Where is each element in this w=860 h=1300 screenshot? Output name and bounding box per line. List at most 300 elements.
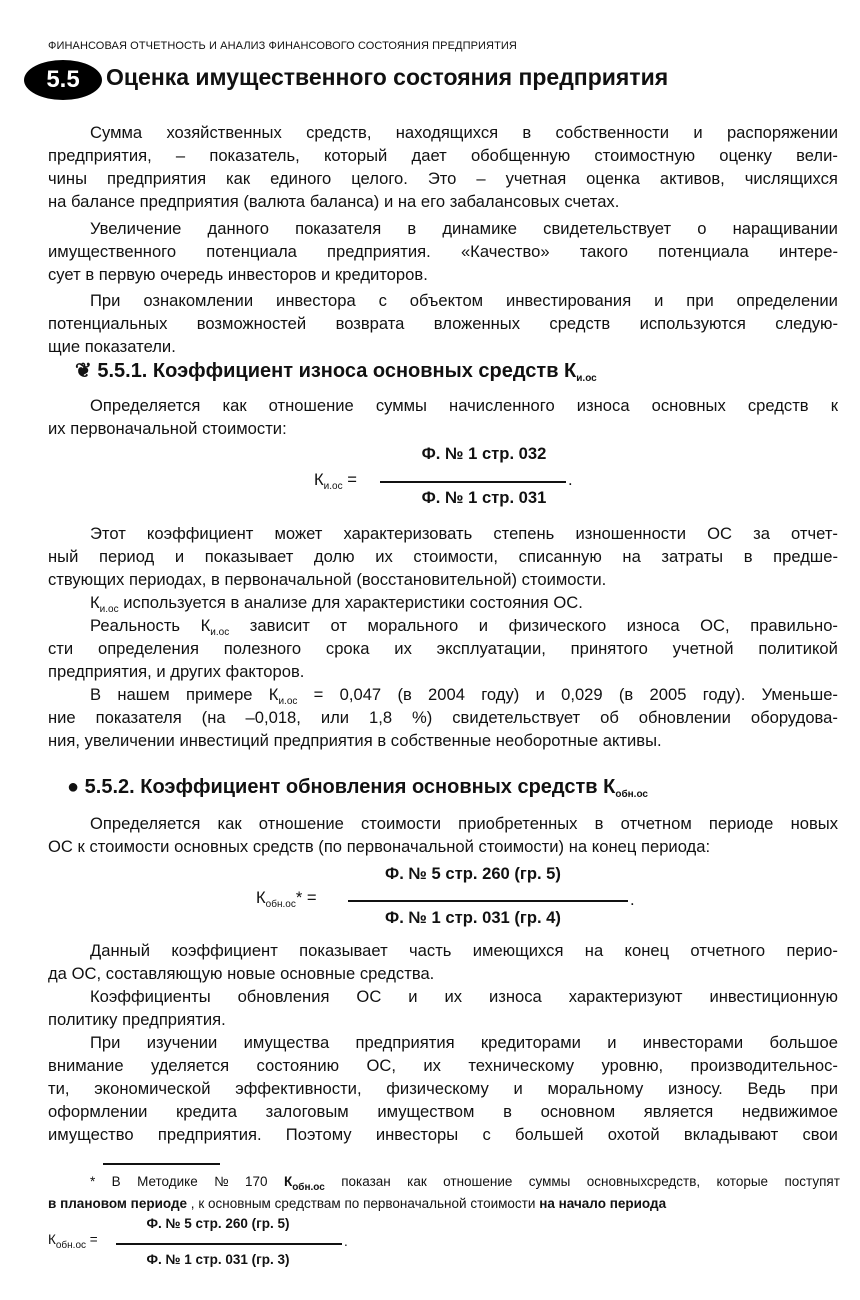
- word: инвесторами: [642, 1033, 744, 1052]
- word: период: [98, 547, 155, 566]
- subscript: и.ос: [210, 627, 230, 638]
- text-line: [48, 522, 838, 545]
- word: определения: [97, 639, 199, 658]
- word: распоряжении: [726, 123, 838, 142]
- word: ОС,: [366, 1056, 396, 1075]
- word: оборудова-: [750, 708, 838, 727]
- word: политику: [48, 1010, 118, 1029]
- word: как: [407, 1174, 427, 1189]
- document-page: ФИНАНСОВАЯ ОТЧЕТНОСТЬ И АНАЛИЗ ФИНАНСОВОГО СОСТОЯНИЯ ПРЕДПРИЯТИЯ 5.5 Оценка имущественного состояния предприятия Сумма хозяйственных средств, находящихся в собственности и распоряжении предприятия, – показатель, который дает обобщенную стоимостную оценку вели- чины предприятия как единого целого. Это – учетная оценка активов, числящихся на балансе предприятия (валюта баланса) и на его забалансовых счетах. Увеличение данного показателя в динамике свидетельствует о наращивании имущественного потенциала предприятия. «Качество» такого потенциала интере- сует в первую очередь инвесторов и кредиторов. При ознакомлении инвестора с объектом инвестирования и при определении потенциальных возможностей возврата вложенных средств используются следую- щие показатели. ❦ 5.5.1. Коэффициент износа основных средств $К_{и.ос}$ Определяется как отношение суммы начисленного износа основных средств к их первоначальной стоимости: Ф. № 1 стр. 032 $К_{и.ос}$ = . Ф. № 1 стр. 031 Этот коэффициент может характеризовать степень изношенности ОС за отчет- ный период и показывает долю их стоимости, списанную на затраты в предше- ствующих периодах, в первоначальной (восстановительной) стоимости. $К_{и.ос}$ используется в анализе для характеристики состояния ОС. Реальность $К_{и.ос}$ зависит от морального и физического износа ОС, правильно- сти определения полезного срока их эксплуатации, принятого учетной политикой предприятия, и других факторов. В нашем примере $К_{и.ос}$ = 0,047 (в 2004 году) и 0,029 (в 2005 году). Уменьше- ние показателя (на –0,018, или 1,8 %) свидетельствует об обновлении оборудова- ния, увеличении инвестиций предприятия в собственные необоротные активы. ● 5.5.2. Коэффициент обновления основных средств $К_{обн.ос}$ Определяется как отношение стоимости приобретенных в отчетном периоде новых ОС к стоимости основных средств (по первоначальной стоимости) на конец периода: Ф. № 5 стр. 260 (гр. 5) $К_{обн.ос}*$ = . Ф. № 1 стр. 031 (гр. 4) Данный коэффициент показывает часть имеющихся на конец отчетного перио- да ОС, составляющую новые основные средства. Коэффициенты обновления ОС и их износа характеризуют инвестиционную политику предприятия. При изучении имущества предприятия кредиторами и инвесторами большое внимание уделяется состоянию ОС, их техническому уровню, производительнос- ти, экономической эффективности, физическому и моральному износу. Ведь при оформлении кредита залоговым имуществом в основном является недвижимое имущество предприятия. Поэтому инвесторы с большей охотой вкладывают свои * В Методике № 170 $К_{обн.ос}$ показан как отношение суммы основныхсредств, которые поступят в плановом периоде , к основным средствам по первоначальной стоимости на начало периода Ф. № 5 стр. 260 (гр. 5) $К_{обн.ос}$ = . Ф. № 1 стр. 031 (гр. 3): [0, 0, 860, 1300]
- word: Определяется: [90, 814, 201, 833]
- word: их: [375, 547, 393, 566]
- word: *: [90, 1174, 96, 1189]
- text-line: [48, 835, 838, 858]
- word: внимание: [48, 1056, 124, 1075]
- word: суммы: [375, 396, 427, 415]
- word: их: [48, 419, 66, 438]
- word: техническому: [468, 1056, 575, 1075]
- word: имеющихся: [472, 941, 564, 960]
- word: к: [77, 837, 85, 856]
- word: предше-: [773, 547, 838, 566]
- paragraph-investor: [48, 289, 838, 358]
- word: основным: [208, 1196, 271, 1211]
- word: и: [383, 192, 394, 211]
- word: предприятия.: [327, 242, 431, 261]
- word: Реальность: [90, 616, 181, 635]
- word: залоговым: [265, 1102, 349, 1121]
- footnote: [48, 1171, 840, 1215]
- text-line: [48, 121, 838, 144]
- word: баланса): [309, 192, 380, 211]
- word: кредиторами: [480, 1033, 581, 1052]
- word: и: [513, 1079, 523, 1098]
- word: ти,: [48, 1079, 70, 1098]
- text-line: [48, 1077, 838, 1100]
- word: изучении: [146, 1033, 218, 1052]
- word: предприятия.: [122, 1010, 226, 1029]
- word: об: [600, 708, 619, 727]
- word: конец: [624, 941, 670, 960]
- word: характеристики: [344, 593, 465, 612]
- word: показан: [341, 1174, 391, 1189]
- subsection-heading-5-5-1: ❦ 5.5.1. Коэффициент износа основных средств $К_{и.ос}$: [75, 360, 597, 384]
- word: В: [90, 685, 102, 704]
- word: ный: [48, 547, 79, 566]
- word: принятого: [570, 639, 648, 658]
- word: изношенности: [575, 524, 686, 543]
- word: находящихся: [395, 123, 499, 142]
- word: полезного: [223, 639, 302, 658]
- word: Этот: [90, 524, 126, 543]
- word: определении: [736, 291, 838, 310]
- text-line: [48, 545, 838, 568]
- word: основныхсредств,: [586, 1174, 701, 1189]
- text-line: [48, 812, 838, 835]
- bold-word: $К_{обн.ос}$: [283, 1174, 325, 1193]
- word: первоначальной: [363, 1196, 467, 1211]
- text-line: [48, 985, 838, 1008]
- word: $К_{и.ос}$: [268, 685, 298, 707]
- word: характеризовать: [343, 524, 473, 543]
- paragraph-growth: [48, 217, 838, 286]
- word: №: [214, 1174, 229, 1189]
- text-line: [48, 683, 838, 706]
- word: охотой: [607, 1125, 660, 1144]
- word: средства.: [359, 964, 435, 983]
- word: срока: [325, 639, 370, 658]
- bold-word: периода: [609, 1196, 667, 1211]
- text-line: [48, 1054, 838, 1077]
- word: конец: [591, 837, 637, 856]
- word: в: [522, 123, 532, 142]
- word: предприятия,: [48, 662, 152, 681]
- word: потенциала: [206, 242, 297, 261]
- word: чины: [48, 169, 88, 188]
- word: обобщенную: [470, 146, 571, 165]
- text-line: [48, 312, 838, 335]
- word: списанную: [518, 547, 602, 566]
- word: %): [412, 708, 433, 727]
- word: эксплуатации,: [436, 639, 546, 658]
- word: перио-: [786, 941, 838, 960]
- word: ствующих: [48, 570, 125, 589]
- word: показывает: [204, 547, 294, 566]
- word: возможностей: [196, 314, 307, 333]
- word: вложенных: [433, 314, 521, 333]
- word: первоначальной: [346, 837, 474, 856]
- fraction-bar: [116, 1243, 342, 1245]
- word: инвестиционную: [709, 987, 838, 1006]
- text-line: [48, 1193, 840, 1215]
- word: с: [378, 291, 387, 310]
- word: свои: [802, 1125, 838, 1144]
- text-line: [48, 962, 838, 985]
- word: инвесторы: [375, 1125, 459, 1144]
- word: инвестирования: [505, 291, 632, 310]
- word: единого: [270, 169, 332, 188]
- word: их: [423, 1056, 441, 1075]
- word: имущественного: [48, 242, 177, 261]
- word: отношение: [443, 1174, 513, 1189]
- bold-word: в: [48, 1196, 57, 1211]
- word: первоначальной: [70, 419, 198, 438]
- word: такого: [579, 242, 628, 261]
- word: ОС,: [71, 964, 102, 983]
- word: Это: [427, 169, 457, 188]
- word: счетах.: [564, 192, 620, 211]
- word: часть: [409, 941, 452, 960]
- word: его: [420, 192, 446, 211]
- word: степень: [493, 524, 555, 543]
- word: износа: [626, 616, 680, 635]
- word: как: [226, 169, 251, 188]
- word: стоимости: [361, 814, 442, 833]
- word: возврата: [335, 314, 405, 333]
- word: учетной: [672, 639, 734, 658]
- word: В: [111, 1174, 121, 1189]
- section-number-badge: 5.5: [24, 60, 102, 100]
- word: активов,: [659, 169, 725, 188]
- word: их: [394, 639, 412, 658]
- bold-word: на: [539, 1196, 555, 1211]
- text-line: [48, 939, 838, 962]
- word: наращивании: [732, 219, 838, 238]
- word: отношение: [268, 396, 354, 415]
- paragraph-renewal-explanation: [48, 939, 838, 1146]
- word: состоянию: [256, 1056, 340, 1075]
- word: отношение: [258, 814, 344, 833]
- word: (по: [318, 837, 343, 856]
- word: =: [313, 685, 324, 704]
- word: с: [482, 1125, 491, 1144]
- word: недвижимое: [741, 1102, 838, 1121]
- text-line: [48, 417, 838, 440]
- word: правильно-: [750, 616, 838, 635]
- word: уровню,: [601, 1056, 664, 1075]
- word: факторов.: [225, 662, 305, 681]
- word: следую-: [775, 314, 838, 333]
- text-line: [48, 706, 838, 729]
- word: Сумма: [90, 123, 143, 142]
- word: и: [408, 987, 418, 1006]
- text-line: [48, 289, 838, 312]
- text-line: [48, 568, 838, 591]
- word: Увеличение: [90, 219, 182, 238]
- word: поступят: [784, 1174, 840, 1189]
- word: примере: [185, 685, 253, 704]
- word: износу.: [667, 1079, 723, 1098]
- word: средствам: [274, 1196, 341, 1211]
- word: стоимости: [89, 837, 170, 856]
- word: кредита: [176, 1102, 237, 1121]
- word: характеризуют: [568, 987, 683, 1006]
- word: нашем: [117, 685, 170, 704]
- word: долю: [313, 547, 355, 566]
- word: используются: [639, 314, 746, 333]
- word: кредиторов.: [334, 265, 428, 284]
- word: Определяется: [90, 396, 201, 415]
- text-line: [48, 1171, 840, 1193]
- footnote-separator: [103, 1163, 220, 1165]
- word: от: [330, 616, 347, 635]
- word: используется: [123, 593, 226, 612]
- word: о: [697, 219, 707, 238]
- word: морального: [367, 616, 459, 635]
- word: $К_{и.ос}$: [90, 593, 119, 615]
- word: обновлении: [638, 708, 731, 727]
- word: зависит: [249, 616, 310, 635]
- word: ния,: [48, 731, 81, 750]
- fraction-bar: [380, 481, 566, 483]
- word: средств: [252, 837, 314, 856]
- bold-word: начало: [558, 1196, 606, 1211]
- word: стоимости: [470, 1196, 536, 1211]
- word: (в: [397, 685, 412, 704]
- word: состояния: [469, 593, 549, 612]
- text-line: [48, 637, 838, 660]
- word: в: [230, 593, 240, 612]
- word: отчетном: [620, 814, 692, 833]
- word: большей: [514, 1125, 584, 1144]
- word: стоимостную: [594, 146, 696, 165]
- word: объектом: [409, 291, 484, 310]
- word: Методике: [137, 1174, 198, 1189]
- word: ,: [190, 1196, 195, 1211]
- word: основных: [651, 396, 726, 415]
- word: предприятия,: [48, 146, 152, 165]
- word: на: [622, 547, 641, 566]
- word: –0,018,: [245, 708, 301, 727]
- word: по: [344, 1196, 360, 1211]
- word: интере-: [778, 242, 838, 261]
- word: увеличении: [84, 731, 175, 750]
- word: и: [654, 291, 664, 310]
- word: который: [323, 146, 388, 165]
- word: Уменьше-: [761, 685, 838, 704]
- word: 2004: [428, 685, 465, 704]
- word: потенциальных: [48, 314, 168, 333]
- word: составляющую: [105, 964, 223, 983]
- word: показатели.: [84, 337, 176, 356]
- word: стоимости,: [413, 547, 499, 566]
- word: и: [693, 123, 703, 142]
- word: Данный: [90, 941, 150, 960]
- word: ние: [48, 708, 76, 727]
- text-line: [48, 217, 838, 240]
- word: суммы: [528, 1174, 571, 1189]
- word: отчет-: [791, 524, 838, 543]
- word: в: [743, 547, 753, 566]
- word: основном: [540, 1102, 616, 1121]
- word: свидетельствует: [452, 708, 581, 727]
- text-line: [48, 190, 838, 213]
- paragraph-wear-explanation: [48, 522, 838, 752]
- text-line: [48, 335, 838, 358]
- word: анализе: [244, 593, 308, 612]
- section-title: Оценка имущественного состояния предприятия: [106, 64, 669, 90]
- word: 1,8: [369, 708, 393, 727]
- word: ОС: [48, 837, 73, 856]
- word: затраты: [661, 547, 724, 566]
- paragraph-intro: [48, 121, 838, 213]
- word: периоде: [708, 814, 774, 833]
- text-line: [48, 167, 838, 190]
- text-line: [48, 1123, 838, 1146]
- word: показателя: [95, 708, 182, 727]
- word: 2005: [649, 685, 687, 704]
- word: как: [217, 814, 242, 833]
- word: динамике: [442, 219, 518, 238]
- word: необоротные: [495, 731, 599, 750]
- word: первую: [98, 265, 156, 284]
- word: Коэффициенты: [90, 987, 211, 1006]
- word: политикой: [758, 639, 838, 658]
- word: целого.: [351, 169, 408, 188]
- word: средств: [549, 314, 611, 333]
- word: и: [478, 616, 489, 635]
- word: как: [222, 396, 247, 415]
- text-line: [48, 614, 838, 637]
- word: дает: [411, 146, 447, 165]
- word: периодах,: [128, 570, 207, 589]
- text-line: [48, 591, 838, 614]
- subscript: и.ос: [99, 604, 119, 615]
- word: которые: [716, 1174, 769, 1189]
- text-line: [48, 240, 838, 263]
- word: к: [198, 1196, 205, 1211]
- word: показывает: [299, 941, 388, 960]
- word: износа: [576, 396, 630, 415]
- word: имуществом: [377, 1102, 475, 1121]
- word: хозяйственных: [166, 123, 282, 142]
- word: новые: [227, 964, 276, 983]
- paragraph-definition-wear: [48, 394, 838, 440]
- bullet-icon: ❦: [75, 360, 92, 382]
- word: может: [274, 524, 323, 543]
- word: При: [90, 1033, 121, 1052]
- word: (на: [201, 708, 226, 727]
- word: оформлении: [48, 1102, 148, 1121]
- text-line: [48, 1031, 838, 1054]
- word: и: [156, 662, 166, 681]
- word: ОС,: [700, 616, 730, 635]
- word: $К_{и.ос}$: [200, 616, 230, 638]
- word: и: [607, 1033, 617, 1052]
- text-line: [48, 1100, 838, 1123]
- word: оценку: [719, 146, 772, 165]
- word: При: [90, 291, 121, 310]
- word: физического: [508, 616, 607, 635]
- word: на: [584, 941, 604, 960]
- word: стоимости:: [202, 419, 287, 438]
- text-line: [48, 144, 838, 167]
- word: в: [85, 265, 95, 284]
- word: предприятия: [273, 731, 373, 750]
- word: сует: [48, 265, 81, 284]
- word: инвестиций: [179, 731, 269, 750]
- word: на: [568, 837, 588, 856]
- word: собственности: [555, 123, 670, 142]
- word: ознакомлении: [143, 291, 254, 310]
- subscript: обн.ос: [292, 1182, 325, 1193]
- word: 170: [245, 1174, 268, 1189]
- word: основных: [174, 837, 249, 856]
- word: предприятия: [355, 1033, 455, 1052]
- word: щие: [48, 337, 81, 356]
- word: и: [174, 547, 185, 566]
- word: в: [407, 219, 417, 238]
- word: активы.: [602, 731, 662, 750]
- word: числящихся: [744, 169, 838, 188]
- word: является: [643, 1102, 714, 1121]
- word: эффективности,: [235, 1079, 362, 1098]
- paragraph-definition-renewal: [48, 812, 838, 858]
- word: или: [320, 708, 350, 727]
- word: стоимости.: [521, 570, 607, 589]
- word: году).: [702, 685, 746, 704]
- word: коэффициент: [171, 941, 278, 960]
- word: периода:: [640, 837, 711, 856]
- word: коэффициент: [146, 524, 254, 543]
- word: уделяется: [150, 1056, 230, 1075]
- word: в: [503, 1102, 512, 1121]
- word: и: [535, 685, 545, 704]
- word: вкладывают: [683, 1125, 779, 1144]
- word: за: [753, 524, 770, 543]
- bold-word: периоде: [130, 1196, 188, 1211]
- word: оценка: [586, 169, 640, 188]
- word: в: [594, 814, 604, 833]
- subsection-heading-5-5-2: ● 5.5.2. Коэффициент обновления основных средств $К_{обн.ос}$: [67, 776, 648, 800]
- word: 0,047: [339, 685, 382, 704]
- word: экономической: [94, 1079, 211, 1098]
- text-line: [48, 729, 838, 752]
- word: на: [397, 192, 417, 211]
- word: ОС: [707, 524, 732, 543]
- word: других: [170, 662, 221, 681]
- word: учетная: [505, 169, 567, 188]
- word: первоначальной: [224, 570, 352, 589]
- bold-word: плановом: [60, 1196, 127, 1211]
- word: начисленного: [449, 396, 555, 415]
- subscript: и.ос: [278, 696, 298, 707]
- word: данного: [207, 219, 269, 238]
- word: инвесторов: [227, 265, 317, 284]
- word: основные: [280, 964, 356, 983]
- word: балансе: [71, 192, 135, 211]
- word: средств,: [306, 123, 372, 142]
- word: да: [48, 964, 67, 983]
